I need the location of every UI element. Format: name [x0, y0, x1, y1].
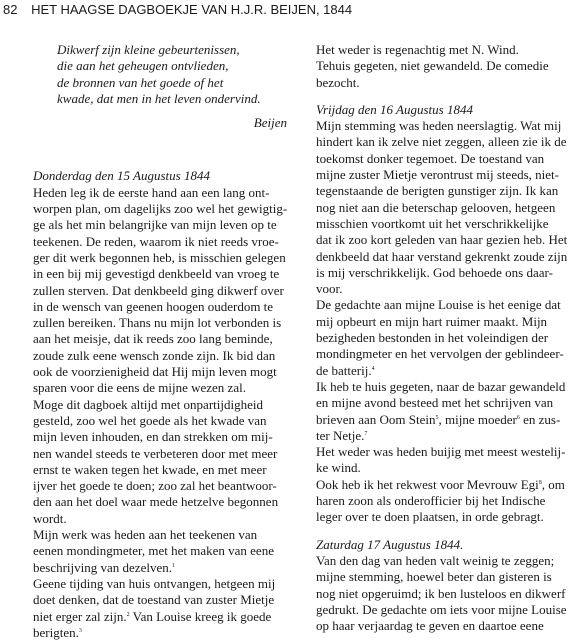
paragraph [33, 397, 301, 527]
paragraph [316, 553, 580, 634]
footnote-ref: 5 [435, 414, 439, 421]
left-column [33, 42, 301, 641]
text-line: Mijn stemming was heden neerslagtig. Wat mij [316, 118, 562, 134]
motto-line: Dikwerf zijn kleine gebeurtenissen, [57, 42, 240, 57]
paragraph [316, 118, 580, 297]
text-line: tegenstaande de berigten gunstiger zijn. Ik kan [316, 183, 559, 199]
motto-line: de bronnen van het goede of het [57, 74, 224, 90]
motto-line: kwade, dat men in het leven ondervind. [57, 90, 261, 106]
text-line: mijne stemming, hoewel beter dan gisteren is [316, 569, 552, 585]
text-line: in een bij mij gevestigd denkbeeld van vroeg te [33, 266, 280, 282]
paragraph [33, 576, 301, 641]
motto-signature: Beijen [253, 115, 287, 131]
text-line: zoude zulk eene wensch zonde zijn. Ik bid dan [33, 347, 276, 363]
entry-heading: Zaturdag 17 Augustus 1844. [316, 536, 464, 552]
text-line: doet denken, dat de toestand van zuster Mietje [33, 592, 275, 608]
text-line: Ook heb ik het rekwest voor Mevrouw Egi$^8$, om [316, 476, 565, 492]
motto [57, 42, 301, 107]
text-line: dat ik zoo kort geleden van haar gezien heb. Het [316, 232, 568, 248]
entry-body [33, 185, 301, 641]
text-line: eenen mondingmeter, met het maken van eene [33, 543, 274, 559]
text-line: bezocht. [316, 74, 360, 90]
text-line: nog niet opgeruimd; ik ben lusteloos en dikwerf [316, 585, 566, 601]
text-line: mijn leven inhouden, en dan strekken om mij- [33, 429, 273, 445]
text-line: wordt. [33, 510, 67, 526]
text-line: nen wandel steeds te verbeteren door met meer [33, 445, 278, 461]
text-line: mondingmeter en het vervolgen der geblindeer- [316, 346, 564, 362]
text-line: toekomst donker tegemoet. De toestand van [316, 150, 545, 166]
text-line: niet erger zal zijn.$^2$ Van Louise kreeg ik goede [33, 608, 272, 624]
paragraph [316, 379, 580, 444]
text-line: ter Netje.$^7$ [316, 427, 368, 443]
text-line: is mij verschrikkelijk. God behoede ons daar- [316, 264, 553, 280]
paragraph [316, 297, 580, 378]
text-line: Mijn werk was heden aan het teekenen van [33, 527, 258, 543]
text-line: Heden leg ik de eerste hand aan een lang ont- [33, 184, 270, 200]
running-title: HET HAAGSE DAGBOEKJE VAN H.J.R. BEIJEN, 1844 [31, 2, 353, 17]
text-line: sparen voor die eens de mijne wezen zal. [33, 380, 246, 396]
text-line: hindert kan ik zelve niet zeggen, alleen zie ik de [316, 134, 567, 150]
paragraph [33, 527, 301, 576]
text-line: nog niet aan die beterschap gelooven, hetgeen [316, 199, 556, 215]
text-line: gedrukt. De gedachte om iets voor mijne Louise [316, 601, 567, 617]
text-line: ijver het goede te doen; zoo zal het beantwoor- [33, 478, 277, 494]
text-line: en mijne avond besteed met het schrijven van [316, 395, 554, 411]
text-line: Ik heb te huis gegeten, naar de bazar gewandeld [316, 378, 566, 394]
text-line: Tehuis gegeten, niet gewandeld. De comedie [316, 58, 549, 74]
text-line: den aan het doel waar mede hetzelve begonnen [33, 494, 279, 510]
entry-heading: Vrijdag den 16 Augustus 1844 [316, 101, 473, 117]
page-number: 82 [3, 2, 18, 17]
paragraph [33, 185, 301, 397]
text-line: op haar verjaardag te geven en daartoe eene [316, 618, 544, 634]
text-line: de batterij.$^4$ [316, 362, 375, 378]
footnote-ref: 6 [516, 414, 520, 421]
text-line: Het weder is regenachtig met N. Wind. [316, 42, 519, 57]
text-line: Het weder was heden buijig met meest westelij- [316, 444, 566, 460]
paragraph [316, 444, 580, 477]
right-column [316, 42, 580, 634]
text-line: Moge dit dagboek altijd met onpartijdigheid [33, 396, 263, 412]
text-line: voor. [316, 281, 343, 297]
entry-body [316, 42, 580, 91]
text-line: De gedachte aan mijne Louise is het eenige dat [316, 297, 561, 313]
text-line: berigten.$^3$ [33, 624, 82, 640]
text-line: teekenen. De reden, waarom ik niet reeds vroe- [33, 233, 279, 249]
text-line: denkbeeld dat haar verstand gekrenkt zoude zijn [316, 248, 568, 264]
motto-line: die aan het geheugen ontvlieden, [57, 58, 229, 74]
footnote-ref: 8 [538, 479, 542, 486]
text-line: haren zoon als onderofficier bij het Indische [316, 493, 546, 509]
text-line: Van den dag van heden valt weinig te zeggen; [316, 552, 555, 568]
text-line: ke wind. [316, 460, 361, 476]
text-line: brieven aan Oom Stein$^5$, mijne moeder$^6$ en zus- [316, 411, 561, 427]
footnote-ref: 2 [126, 611, 130, 618]
entry-heading: Donderdag den 15 Augustus 1844 [33, 168, 210, 184]
entry-body [316, 553, 580, 634]
footnote-ref: 3 [78, 627, 82, 634]
text-line: Geene tijding van huis ontvangen, hetgeen mij [33, 575, 276, 591]
text-line: bezigheden bestonden in het voleindigen der [316, 330, 549, 346]
running-head [3, 2, 578, 18]
text-line: ook de voorzienigheid dat Hij mijn leven mogt [33, 364, 277, 380]
footnote-ref: 4 [371, 365, 375, 372]
text-line: aan het meisje, dat ik reeds zoo lang beminde, [33, 331, 273, 347]
entry-body [316, 118, 580, 525]
text-line: zullen bereiken. Thans nu mijn lot verbonden is [33, 315, 282, 331]
paragraph [316, 477, 580, 526]
text-line: ernst te waken tegen het kwade, en met meer [33, 461, 267, 477]
text-line: beschrijving van dezelven.$^1$ [33, 559, 175, 575]
text-line: ge als het min belangrijke van mijn leven op te [33, 217, 277, 233]
text-line: worpen plan, om dagelijks zoo wel het gewigtig- [33, 201, 288, 217]
text-line: zullen sterven. Dat denkbeeld ging dikwerf over [33, 282, 284, 298]
text-line: misschien voortkomt uit het verschrikkelijke [316, 215, 549, 231]
text-line: ger dit werk begonnen heb, is misschien gelegen [33, 249, 286, 265]
footnote-ref: 1 [171, 562, 175, 569]
text-line: mij opbeurt en mijn hart ruimer maakt. Mijn [316, 313, 548, 329]
text-line: leger over te doen plaatsen, in orde gebragt. [316, 509, 544, 525]
paragraph [316, 42, 580, 91]
text-line: gesteld, zoo wel het goede als het kwade van [33, 412, 267, 428]
footnote-ref: 7 [364, 430, 368, 437]
text-line: mijne zuster Mietje verontrust mij steeds, niet- [316, 167, 559, 183]
text-line: in de wensch van geenen hoogen ouderdom te [33, 298, 274, 314]
